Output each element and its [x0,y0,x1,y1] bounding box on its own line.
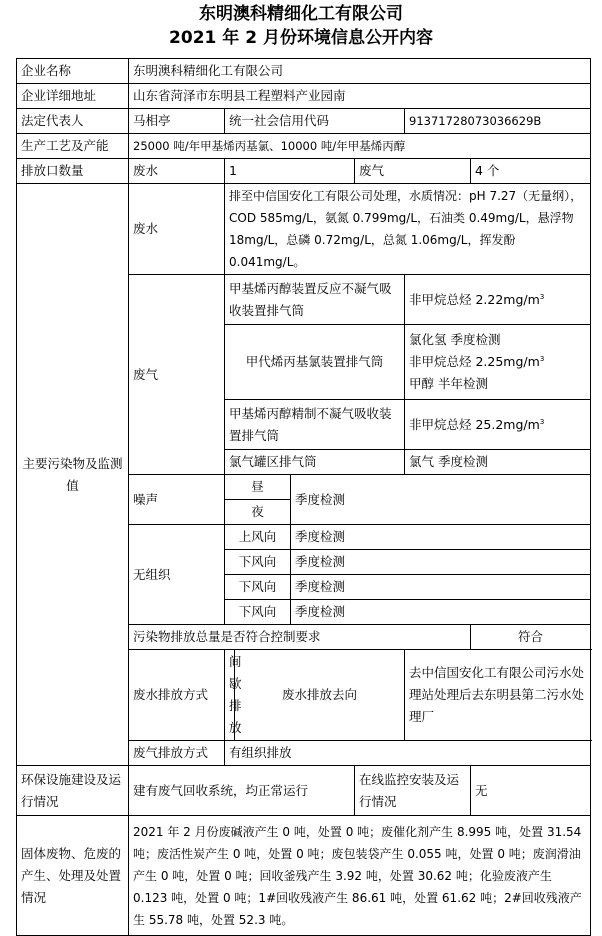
table-row [17,59,591,84]
address-label: 企业详细地址 [17,84,129,109]
document-subtitle: 2021 年 2 月份环境信息公开内容 [169,28,433,48]
legal-rep-label: 法定代表人 [17,109,129,134]
fugitive-direction: 下风向 [225,575,291,600]
legal-rep-value: 马相亭 [129,109,225,134]
noise-night-label: 夜 [225,500,291,525]
fugitive-value: 季度检测 [291,575,591,600]
fugitive-direction: 上风向 [225,525,291,550]
process-value: 25000 吨/年甲基烯丙基氯、10000 吨/年甲基烯丙醇 [129,134,591,159]
credit-code-value: 91371728073036629B [405,109,591,134]
table-row [17,184,591,275]
exhaust-method-label: 废气排放方式 [129,741,225,766]
pollutants-gas-label: 废气 [129,275,225,475]
noise-value: 季度检测 [291,475,591,525]
wastewater-destination-value: 去中信国安化工有限公司污水处理站处理后去东明县第二污水处理厂 [405,650,591,741]
table-row [17,816,591,936]
gas-source: 氯气罐区排气筒 [225,450,405,475]
fugitive-value: 季度检测 [291,600,591,625]
online-monitoring-label: 在线监控安装及运行情况 [355,766,471,816]
compliance-label: 污染物排放总量是否符合控制要求 [129,625,471,650]
wastewater-method-label: 废水排放方式 [129,650,225,741]
table-row [17,766,591,816]
company-name-label: 企业名称 [17,59,129,84]
fugitive-direction: 下风向 [225,600,291,625]
facilities-label: 环保设施建设及运行情况 [17,766,129,816]
process-label: 生产工艺及产能 [17,134,129,159]
address-value: 山东省菏泽市东明县工程塑料产业园南 [129,84,591,109]
noise-day-label: 昼 [225,475,291,500]
outlets-water-count: 1 [225,159,355,184]
fugitive-direction: 下风向 [225,550,291,575]
exhaust-method-value: 有组织排放 [225,741,591,766]
table-row [17,134,591,159]
facilities-value: 建有废气回收系统，均正常运行 [129,766,355,816]
fugitive-value: 季度检测 [291,525,591,550]
document-title: 东明澳科精细化工有限公司 [199,4,403,24]
fugitive-value: 季度检测 [291,550,591,575]
outlets-gas-label: 废气 [355,159,471,184]
pollutants-water-label: 废水 [129,184,225,275]
pollutants-fugitive-label: 无组织 [129,525,225,625]
outlets-label: 排放口数量 [17,159,129,184]
gas-source: 甲基烯丙醇精制不凝气吸收装置排气筒 [225,400,405,450]
outlets-water-label: 废水 [129,159,225,184]
company-name-value: 东明澳科精细化工有限公司 [129,59,591,84]
online-monitoring-value: 无 [471,766,591,816]
pollutants-noise-label: 噪声 [129,475,225,525]
gas-source: 甲基烯丙醇装置反应不凝气吸收装置排气筒 [225,275,405,325]
gas-result: 氯化氢 季度检测 非甲烷总烃 $2.25mg/m^3$ 甲醇 半年检测 [405,325,591,400]
solid-waste-label: 固体废物、危废的产生、处理及处置情况 [17,816,129,936]
pollutants-water-text: 排至中信国安化工有限公司处理，水质情况：pH 7.27（无量纲），COD 585mg/L，氨氮 0.799mg/L，石油类 0.49mg/L，悬浮物 18mg/L，总磷 0.72mg/L，总氮 1.06mg/L，挥发酚 0.041mg/L。 [225,184,591,275]
credit-code-label: 统一社会信用代码 [225,109,405,134]
gas-result: 非甲烷总烃 $2.22mg/m^3$ [405,275,591,325]
gas-source: 甲代烯丙基氯装置排气筒 [225,325,405,400]
disclosure-table [16,58,591,936]
gas-result: 非甲烷总烃 $25.2mg/m^3$ [405,400,591,450]
wastewater-method-value: 间歇排放 [225,650,235,741]
compliance-value: 符合 [471,625,591,650]
solid-waste-value: 2021 年 2 月份废碱液产生 0 吨，处置 0 吨；废催化剂产生 8.995 吨，处置 31.54 吨；废活性炭产生 0 吨，处置 0 吨；废包装袋产生 0.055 吨，处置 0 吨；废润滑油产生 0 吨，处置 0 吨；回收釜残产生 3.92 吨，处置 30.62 吨；化验废液产生 0.123 吨，处置 0 吨；1#回收残液产生 86.61 吨，处置 61.62 吨；2#回收残液产生 55.78 吨，处置 52.3 吨。 [129,816,591,936]
pollutants-label: 主要污染物及监测值 [17,184,129,766]
outlets-gas-count: 4 个 [471,159,591,184]
wastewater-destination-label: 废水排放去向 [235,650,405,741]
gas-result: 氯气 季度检测 [405,450,591,475]
table-row [17,109,591,134]
table-row [17,159,591,184]
table-row [17,84,591,109]
